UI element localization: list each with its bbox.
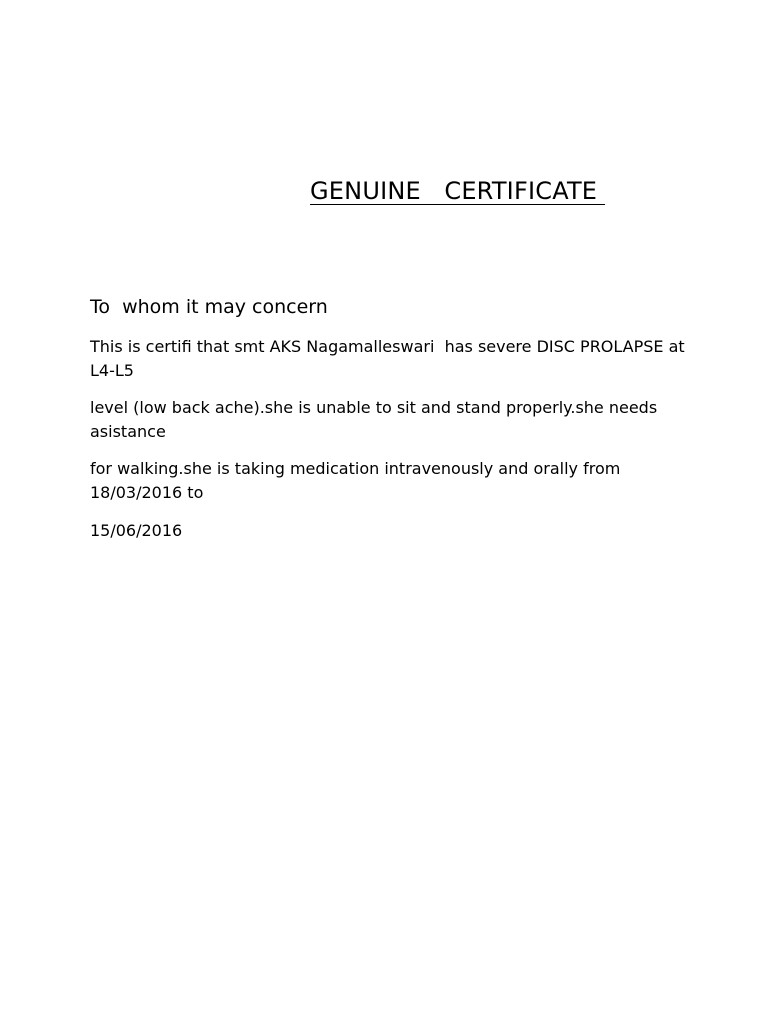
certificate-title: GENUINE CERTIFICATE <box>310 177 606 205</box>
body-paragraph-2: level (low back ache).she is unable to sit and stand properly.she needs asistance <box>90 398 663 441</box>
body-paragraph-1: This is certifi that smt AKS Nagamalleswari has severe DISC PROLAPSE at L4-L5 <box>90 337 690 380</box>
body-paragraph-3: for walking.she is taking medication intravenously and orally from 18/03/2016 to <box>90 459 626 502</box>
body-paragraph-4: 15/06/2016 <box>90 521 183 540</box>
salutation: To whom it may concern <box>90 296 328 318</box>
